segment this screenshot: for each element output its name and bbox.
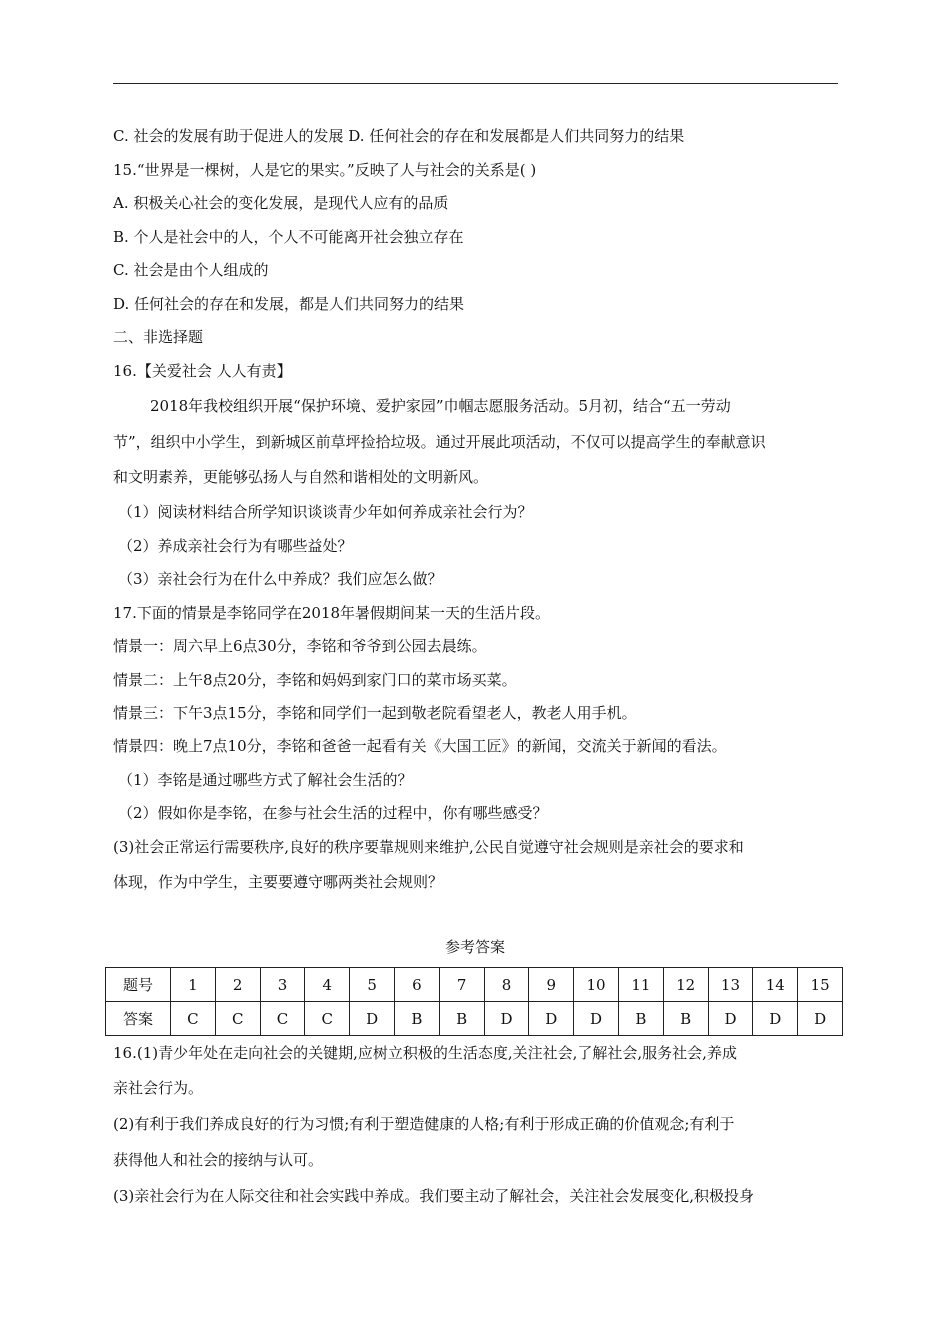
option-c: C. 社会是由个人组成的 [113,261,269,279]
q17-sub-1: （1）李铭是通过哪些方式了解社会生活的？ [118,771,413,789]
answer-key-title: 参考答案 [444,938,505,956]
scene-3: 情景三：下午3点15分，李铭和同学们一起到敬老院看望老人，教老人用手机。 [113,704,637,722]
question-number-cell: 13 [708,968,753,1002]
question-number-cell: 15 [798,968,843,1002]
question-17: 17.下面的情景是李铭同学在2018年暑假期间某一天的生活片段。 [113,604,551,622]
question-number-cell: 7 [439,968,484,1002]
scene-4: 情景四：晚上7点10分，李铭和爸爸一起看有关《大国工匠》的新闻，交流关于新闻的看法。 [113,737,727,755]
question-number-cell: 6 [394,968,439,1002]
q17-sub-2: （2）假如你是李铭，在参与社会生活的过程中，你有哪些感受？ [118,804,548,822]
q16-sub-1: （1）阅读材料结合所学知识谈谈青少年如何养成亲社会行为？ [118,503,533,521]
answer-cell: C [215,1002,260,1036]
question-number-cell: 11 [618,968,663,1002]
option-b: B. 个人是社会中的人，个人不可能离开社会独立存在 [113,228,464,246]
q16-sub-2: （2）养成亲社会行为有哪些益处？ [118,537,353,555]
material-paragraph-line-2: 节”，组织中小学生，到新城区前草坪捡拾垃圾。通过开展此项活动，不仅可以提高学生的奉献意识 [113,433,766,451]
q17-sub-3-line-1: (3)社会正常运行需要秩序,良好的秩序要靠规则来维护,公民自觉遵守社会规则是亲社会的要求和 [113,838,744,856]
material-paragraph-line-3: 和文明素养，更能够弘扬人与自然和谐相处的文明新风。 [113,468,489,486]
option-c-d-line: C. 社会的发展有助于促进人的发展 D. 任何社会的存在和发展都是人们共同努力的结果 [113,127,685,145]
material-paragraph-line-1: 2018年我校组织开展“保护环境、爱护家园”巾帼志愿服务活动。5月初，结合“五一劳动 [150,397,731,415]
q17-sub-3-line-2: 体现，作为中学生，主要要遵守哪两类社会规则？ [113,873,444,891]
answer-cell: D [484,1002,529,1036]
answer-cell: D [708,1002,753,1036]
question-number-cell: 5 [350,968,395,1002]
answer-cell: D [753,1002,798,1036]
row-label-answer: 答案 [106,1002,171,1036]
scene-2: 情景二：上午8点20分，李铭和妈妈到家门口的菜市场买菜。 [113,671,517,689]
answer-16-3-line-1: (3)亲社会行为在人际交往和社会实践中养成。我们要主动了解社会，关注社会发展变化,积极投身 [113,1187,755,1205]
row-label-question-number: 题号 [106,968,171,1002]
answer-16-2-line-1: (2)有利于我们养成良好的行为习惯;有利于塑造健康的人格;有利于形成正确的价值观念;有利于 [113,1115,735,1133]
question-number-cell: 3 [260,968,305,1002]
answer-cell: C [171,1002,216,1036]
option-d: D. 任何社会的存在和发展，都是人们共同努力的结果 [113,295,465,313]
answer-cell: B [439,1002,484,1036]
answer-cell: D [350,1002,395,1036]
question-15: 15.“世界是一棵树，人是它的果实。”反映了人与社会的关系是( ) [113,161,537,179]
option-a: A. 积极关心社会的变化发展，是现代人应有的品质 [113,194,449,212]
answer-table [105,967,843,1036]
header-rule [113,83,838,84]
answer-16-1-line-1: 16.(1)青少年处在走向社会的关键期,应树立积极的生活态度,关注社会,了解社会,服务社会,养成 [113,1044,737,1062]
question-16-title: 16.【关爱社会 人人有责】 [113,362,292,380]
section-heading: 二、非选择题 [113,328,204,346]
question-number-cell: 1 [171,968,216,1002]
answer-cell: C [260,1002,305,1036]
question-number-cell: 10 [574,968,619,1002]
question-number-cell: 12 [663,968,708,1002]
answer-cell: C [305,1002,350,1036]
answer-cell: B [663,1002,708,1036]
answer-cell: D [798,1002,843,1036]
q16-sub-3: （3）亲社会行为在什么中养成？我们应怎么做？ [118,570,443,588]
answer-16-1-line-2: 亲社会行为。 [113,1079,204,1097]
answer-cell: D [529,1002,574,1036]
question-number-cell: 4 [305,968,350,1002]
answer-16-2-line-2: 获得他人和社会的接纳与认可。 [113,1151,324,1169]
answer-cell: D [574,1002,619,1036]
question-number-cell: 14 [753,968,798,1002]
question-number-cell: 9 [529,968,574,1002]
question-number-row [106,968,843,1002]
answer-cell: B [394,1002,439,1036]
question-number-cell: 2 [215,968,260,1002]
scene-1: 情景一：周六早上6点30分，李铭和爷爷到公园去晨练。 [113,637,487,655]
question-number-cell: 8 [484,968,529,1002]
answer-row [106,1002,843,1036]
answer-cell: B [618,1002,663,1036]
